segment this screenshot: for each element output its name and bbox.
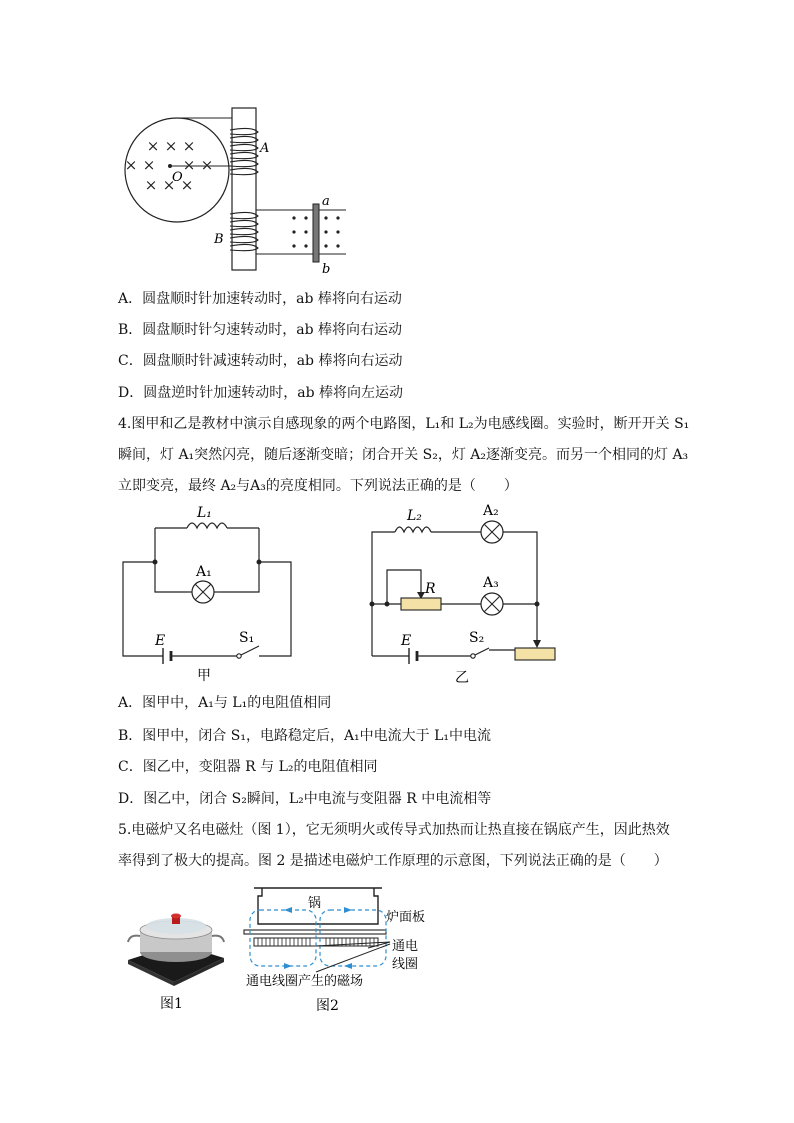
svg-text:×: × (124, 156, 138, 174)
switch-S1 (237, 646, 259, 658)
label-S1: S₁ (239, 630, 255, 646)
q3-option-c: C．圆盘顺时针减速转动时，ab 棒将向右运动 (118, 353, 403, 369)
fig1-caption: 图1 (160, 996, 183, 1012)
q4-stem-line-3: 立即变亮，最终 A₂与A₃的亮度相同。下列说法正确的是（ ） (118, 478, 518, 494)
label-E: E (155, 633, 166, 649)
q4-option-a: A．图甲中，A₁与 L₁的电阻值相同 (118, 695, 332, 711)
svg-text:×: × (142, 156, 156, 174)
label-field: 通电线圈产生的磁场 (246, 974, 364, 989)
label-coil-1: 通电 (392, 939, 419, 954)
label-coil-2: 线圈 (392, 957, 419, 972)
q4-stem-line-2: 瞬间，灯 A₁突然闪亮，随后逐渐变暗；闭合开关 S₂，灯 A₂逐渐变亮。而另一个相同的灯 A₃ (118, 447, 689, 463)
q4-stem-line-1: 4.图甲和乙是教材中演示自感现象的两个电路图，L₁和 L₂为电感线圈。实验时，断开开关 S₁ (118, 416, 690, 432)
rheostat-R (401, 598, 441, 610)
q5-stem-line-2: 率得到了极大的提高。图 2 是描述电磁炉工作原理的示意图，下列说法正确的是（ ） (118, 853, 668, 869)
battery-E (163, 648, 171, 664)
svg-text:×: × (162, 176, 176, 194)
q3-figure (118, 104, 368, 276)
ab-rod (313, 204, 319, 262)
svg-text:×: × (180, 176, 194, 194)
svg-text:×: × (164, 137, 178, 155)
induction-cooker-photo (122, 890, 227, 1010)
q4-option-c: C．图乙中，变阻器 R 与 L₂的电阻值相同 (118, 759, 378, 775)
label-E2: E (401, 633, 412, 649)
label-panel: 炉面板 (386, 910, 426, 925)
svg-text:×: × (182, 137, 196, 155)
switch-S2 (471, 648, 489, 658)
q4-option-d: D．图乙中，闭合 S₂瞬间，L₂中电流与变阻器 R 中电流相等 (118, 791, 492, 807)
cooker-panel (244, 930, 386, 934)
inductor-L1 (187, 523, 227, 528)
q3-option-d: D．圆盘逆时针加速转动时，ab 棒将向左运动 (118, 385, 403, 401)
label-b: b (322, 262, 331, 277)
caption-jia: 甲 (197, 668, 211, 684)
svg-text:×: × (146, 137, 160, 155)
lamp-A2 (481, 521, 503, 543)
caption-yi: 乙 (455, 670, 469, 686)
label-L2: L₂ (407, 508, 422, 524)
label-A1: A₁ (196, 564, 212, 580)
label-B: B (214, 232, 224, 247)
label-a: a (322, 194, 330, 209)
lamp-A1 (192, 581, 214, 603)
q3-option-a: A．圆盘顺时针加速转动时，ab 棒将向右运动 (118, 291, 402, 307)
lamp-A3 (481, 593, 503, 615)
q4-option-b: B．图甲中，闭合 S₁，电路稳定后，A₁中电流大于 L₁中电流 (118, 728, 492, 744)
svg-text:×: × (144, 176, 158, 194)
induction-principle-diagram (240, 882, 445, 1015)
label-A: A (260, 141, 270, 156)
label-S2: S₂ (469, 630, 485, 646)
battery-E2 (409, 648, 417, 664)
inductor-L2 (395, 527, 431, 532)
label-L1: L₁ (197, 505, 212, 521)
label-A3: A₃ (483, 575, 499, 591)
circuit-yi (365, 500, 560, 685)
label-R: R (425, 581, 436, 597)
label-O: O (172, 170, 183, 185)
q5-stem-line-1: 5.电磁炉又名电磁灶（图 1），它无须明火或传导式加热而让热直接在锅底产生，因此热效 (118, 822, 670, 838)
circuit-jia (115, 500, 300, 685)
label-pot: 锅 (308, 896, 322, 911)
svg-text:×: × (182, 156, 196, 174)
svg-text:×: × (200, 156, 214, 174)
q3-option-b: B．圆盘顺时针匀速转动时，ab 棒将向右运动 (118, 322, 403, 338)
fig2-caption: 图2 (316, 998, 339, 1014)
label-A2: A₂ (483, 503, 499, 519)
rheostat-lower (515, 648, 555, 660)
